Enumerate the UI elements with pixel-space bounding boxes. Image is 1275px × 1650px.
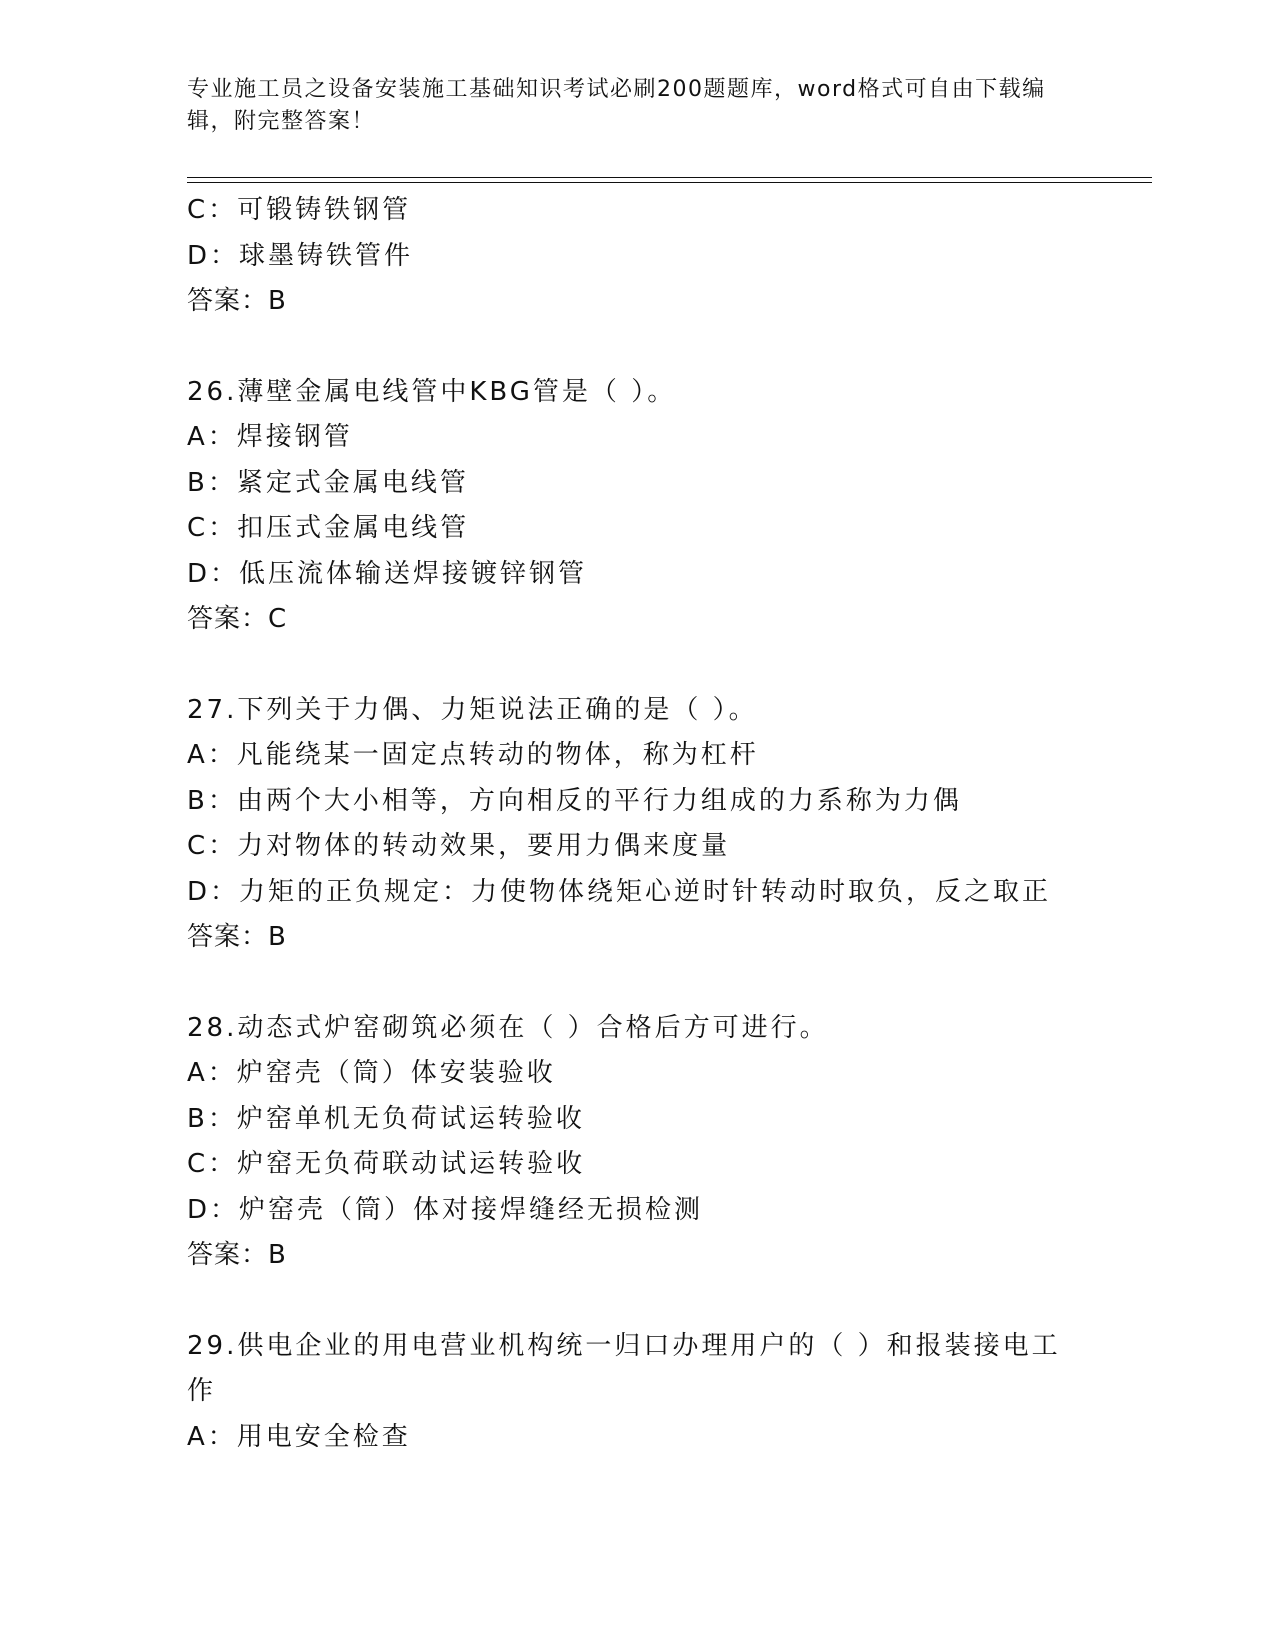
- option-a: A：用电安全检查: [187, 1421, 411, 1452]
- option-c: C：扣压式金属电线管: [187, 513, 470, 543]
- question-27: [187, 688, 1087, 961]
- question-26: [187, 370, 1087, 643]
- option-d: D：球墨铸铁管件: [187, 240, 414, 271]
- answer: 答案：C: [187, 604, 288, 634]
- question-list: [187, 188, 1087, 1460]
- option-a: A：炉窑壳（筒）体安装验收: [187, 1058, 556, 1088]
- question-25-continued: [187, 188, 1087, 325]
- answer: 答案：B: [187, 1240, 287, 1270]
- header-divider-top: [187, 177, 1152, 178]
- option-d: D：力矩的正负规定：力使物体绕矩心逆时针转动时取负，反之取正: [187, 876, 1052, 907]
- option-d: D：炉窑壳（筒）体对接焊缝经无损检测: [187, 1194, 704, 1225]
- answer: 答案：B: [187, 922, 287, 952]
- option-c: C：炉窑无负荷联动试运转验收: [187, 1149, 586, 1179]
- option-a: A：焊接钢管: [187, 422, 353, 452]
- question-stem: 28.动态式炉窑砌筑必须在（ ）合格后方可进行。: [187, 1012, 829, 1043]
- document-header: [187, 74, 1067, 138]
- option-d: D：低压流体输送焊接镀锌钢管: [187, 558, 588, 589]
- option-c: C：可锻铸铁钢管: [187, 195, 412, 225]
- question-stem: 29.供电企业的用电营业机构统一归口办理用户的（ ）和报装接电工作: [187, 1330, 1061, 1406]
- question-28: [187, 1006, 1087, 1279]
- header-title: 专业施工员之设备安装施工基础知识考试必刷200题题库，word格式可自由下载编辑，附完整答案！: [187, 77, 1046, 134]
- option-a: A：凡能绕某一固定点转动的物体，称为杠杆: [187, 740, 759, 770]
- question-stem: 27.下列关于力偶、力矩说法正确的是（ ）。: [187, 694, 758, 725]
- answer: 答案：B: [187, 286, 287, 316]
- option-c: C：力对物体的转动效果，要用力偶来度量: [187, 831, 731, 861]
- option-b: B：紧定式金属电线管: [187, 467, 469, 498]
- option-b: B：由两个大小相等，方向相反的平行力组成的力系称为力偶: [187, 785, 962, 816]
- option-b: B：炉窑单机无负荷试运转验收: [187, 1103, 585, 1134]
- question-stem: 26.薄壁金属电线管中KBG管是（ ）。: [187, 376, 677, 407]
- question-29: [187, 1324, 1087, 1461]
- header-divider-bottom: [187, 182, 1152, 183]
